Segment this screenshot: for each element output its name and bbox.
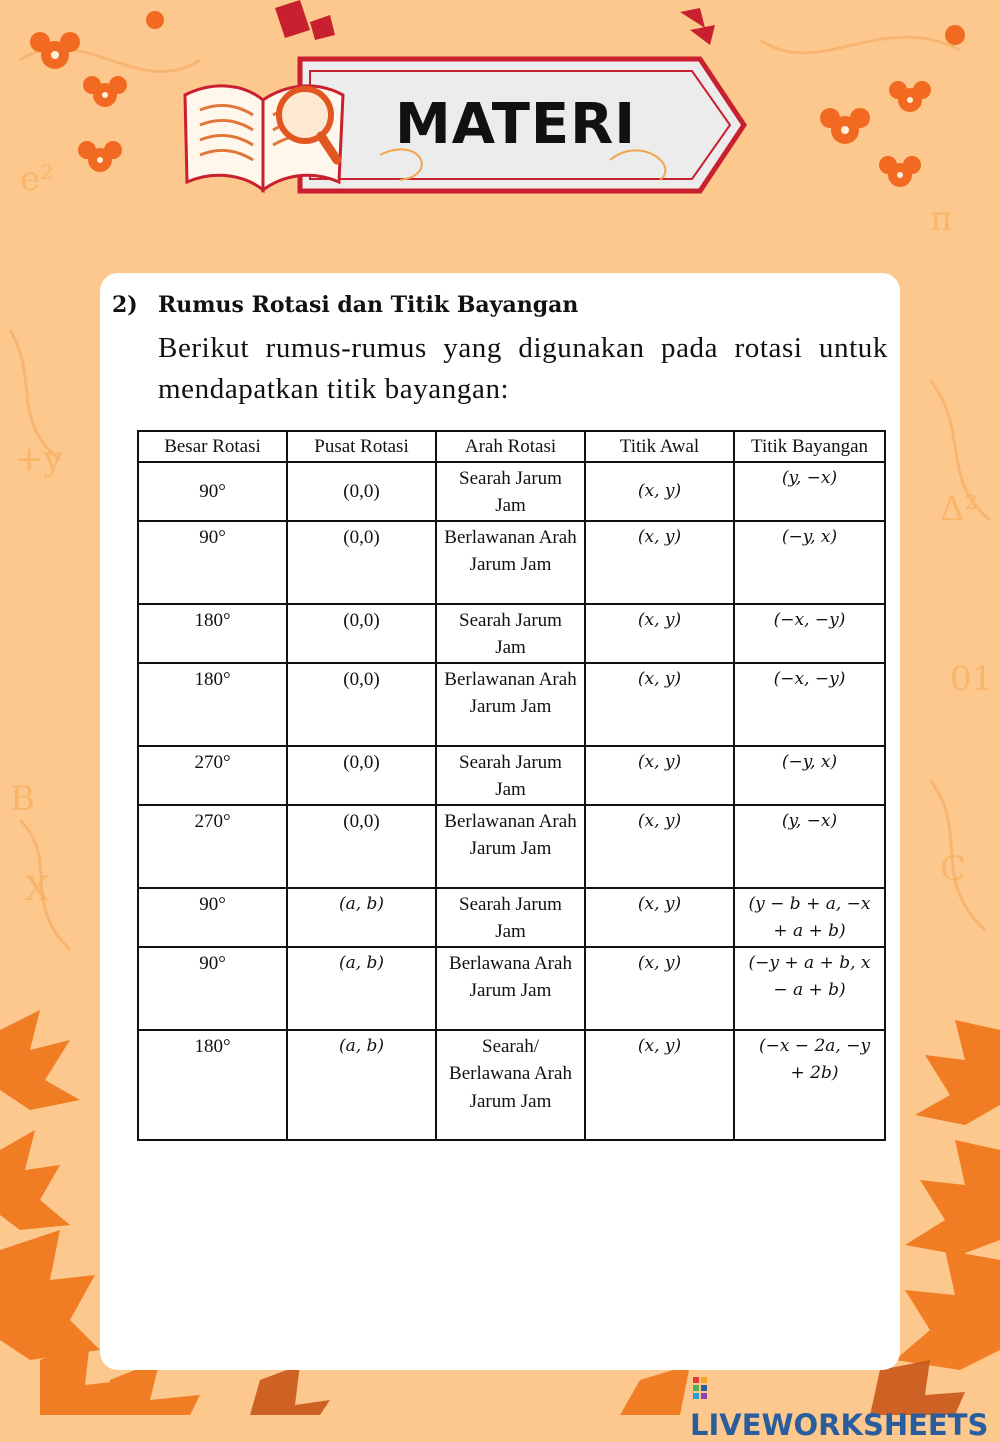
table-row [138, 746, 885, 805]
cell-bayangan: (−x − 2a, −y + 2b) [734, 1030, 885, 1140]
header-pusat-rotasi: Pusat Rotasi [287, 431, 436, 462]
section-intro: Berikut rumus-rumus yang digunakan pada rotasi untuk mendapatkan titik bayangan: [158, 332, 888, 405]
cell-arah: Berlawanan Arah Jarum Jam [436, 521, 585, 604]
table-row [138, 521, 885, 604]
cell-awal: (x, y) [585, 604, 734, 663]
watermark-text: LIVEWORKSHEETS [690, 1408, 989, 1442]
cell-awal: (x, y) [585, 746, 734, 805]
table-row [138, 663, 885, 746]
cell-pusat: (0,0) [287, 746, 436, 805]
cell-pusat: (0,0) [287, 604, 436, 663]
cell-arah: Berlawanan Arah Jarum Jam [436, 805, 585, 888]
cell-awal: (x, y) [585, 805, 734, 888]
svg-text:e²: e² [20, 159, 54, 199]
cell-arah: Searah Jarum Jam [436, 462, 585, 521]
page-title: MATERI [395, 92, 637, 157]
table-row [138, 1030, 885, 1140]
svg-text:π: π [930, 199, 953, 239]
table-row [138, 947, 885, 1030]
cell-besar: 180° [138, 604, 287, 663]
cell-bayangan: (−y, x) [734, 746, 885, 805]
cell-bayangan: (−x, −y) [734, 663, 885, 746]
cell-awal: (x, y) [585, 462, 734, 521]
cell-awal: (x, y) [585, 521, 734, 604]
cell-bayangan: (y, −x) [734, 805, 885, 888]
cell-awal: (x, y) [585, 888, 734, 947]
header-besar-rotasi: Besar Rotasi [138, 431, 287, 462]
cell-besar: 90° [138, 462, 287, 521]
watermark[interactable] [690, 1374, 1000, 1442]
svg-text:C: C [940, 849, 967, 889]
cell-pusat: (0,0) [287, 805, 436, 888]
cell-awal: (x, y) [585, 663, 734, 746]
header-titik-bayangan: Titik Bayangan [734, 431, 885, 462]
svg-text:B: B [10, 779, 35, 819]
cell-arah: Searah Jarum Jam [436, 746, 585, 805]
cell-awal: (x, y) [585, 1030, 734, 1140]
cell-besar: 270° [138, 746, 287, 805]
table-row [138, 805, 885, 888]
svg-text:X: X [25, 869, 50, 909]
cell-awal: (x, y) [585, 947, 734, 1030]
cell-arah: Berlawana Arah Jarum Jam [436, 947, 585, 1030]
cell-arah: Berlawanan Arah Jarum Jam [436, 663, 585, 746]
svg-text:Δ²: Δ² [940, 489, 979, 529]
svg-text:01: 01 [950, 659, 994, 699]
cell-pusat: (0,0) [287, 663, 436, 746]
cell-arah: Searah Jarum Jam [436, 604, 585, 663]
cell-pusat: (a, b) [287, 888, 436, 947]
table-header-row [138, 431, 885, 462]
cell-besar: 180° [138, 663, 287, 746]
cell-bayangan: (−x, −y) [734, 604, 885, 663]
cell-besar: 90° [138, 521, 287, 604]
svg-text:+y: +y [15, 439, 63, 479]
cell-pusat: (0,0) [287, 521, 436, 604]
cell-pusat: (a, b) [287, 1030, 436, 1140]
section-title: Rumus Rotasi dan Titik Bayangan [158, 292, 579, 318]
cell-bayangan: (y, −x) [734, 462, 885, 521]
cell-besar: 180° [138, 1030, 287, 1140]
table-row [138, 888, 885, 947]
cell-pusat: (0,0) [287, 462, 436, 521]
cell-arah: Searah Jarum Jam [436, 888, 585, 947]
cell-besar: 90° [138, 947, 287, 1030]
book-magnifier-icon [175, 70, 350, 195]
cell-pusat: (a, b) [287, 947, 436, 1030]
cell-besar: 270° [138, 805, 287, 888]
header-arah-rotasi: Arah Rotasi [436, 431, 585, 462]
table-row [138, 462, 885, 521]
cell-bayangan: (−y, x) [734, 521, 885, 604]
cell-besar: 90° [138, 888, 287, 947]
cell-arah: Searah/ Berlawana Arah Jarum Jam [436, 1030, 585, 1140]
section-number: 2) [112, 292, 138, 318]
rotation-table [137, 430, 886, 1141]
cell-bayangan: (−y + a + b, x − a + b) [734, 947, 885, 1030]
header-titik-awal: Titik Awal [585, 431, 734, 462]
cell-bayangan: (y − b + a, −x + a + b) [734, 888, 885, 947]
table-row [138, 604, 885, 663]
